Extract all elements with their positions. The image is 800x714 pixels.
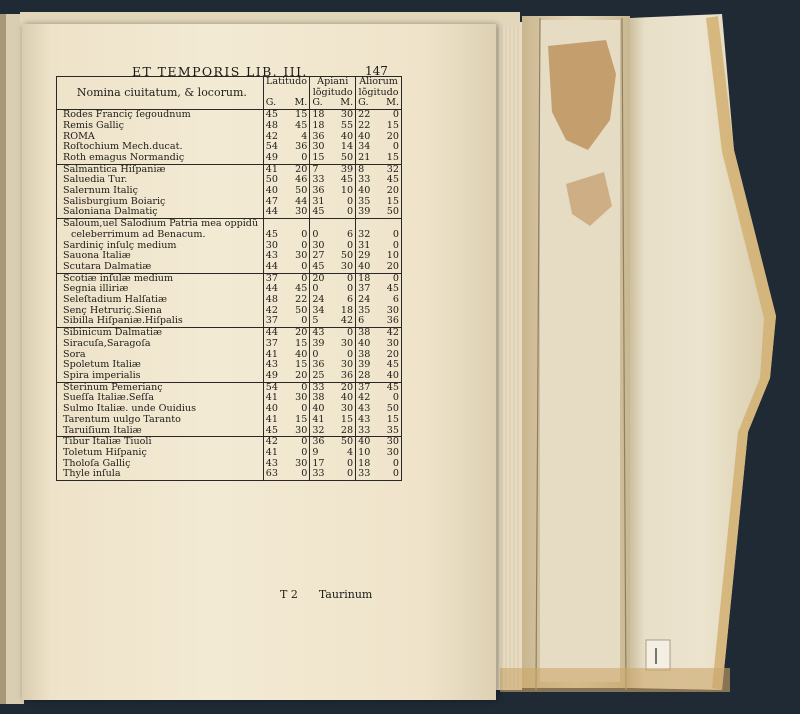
lat-deg: 41 <box>265 446 278 458</box>
place-name: Sterinum Pemerianç <box>57 382 264 393</box>
place-name: Rodes Franciç ſegoudnum <box>57 110 264 121</box>
lat-min: 30 <box>286 393 309 404</box>
apiani-deg: 33 <box>310 382 333 393</box>
aliorum-min: 30 <box>378 339 401 350</box>
aliorum-deg: 22 <box>358 109 371 121</box>
aliorum-min: 15 <box>378 121 401 132</box>
aliorum-deg: 39 <box>358 359 371 371</box>
lat-deg: 54 <box>263 382 286 393</box>
place-name: Salmantica Hiſpaniæ <box>57 164 264 175</box>
apiani-deg: 24 <box>312 294 325 306</box>
lat-deg: 41 <box>265 413 278 425</box>
apiani-min: 4 <box>333 448 356 459</box>
aliorum-min: 0 <box>378 241 401 252</box>
apiani-min: 50 <box>333 153 356 164</box>
aliorum-min: 30 <box>378 306 401 317</box>
table-row <box>57 448 402 459</box>
aliorum-min: 36 <box>378 316 401 327</box>
lat-min: 0 <box>286 448 309 459</box>
place-name: Senç Hetruriç.Siena <box>57 306 264 317</box>
place-name: Saloniana Dalmatiç <box>57 207 264 218</box>
apiani-deg: 34 <box>312 304 325 316</box>
place-name: Spira imperialis <box>57 371 264 382</box>
apiani-deg: 0 <box>312 348 319 360</box>
place-name: Sardiniç inſulç medium <box>57 241 264 252</box>
place-name: ROMA <box>57 132 264 143</box>
lat-min: 20 <box>286 328 309 339</box>
aliorum-min: 15 <box>378 197 401 208</box>
lat-min: 0 <box>286 241 309 252</box>
lat-deg: 45 <box>265 109 278 121</box>
lat-deg: 37 <box>265 337 278 349</box>
aliorum-deg: 37 <box>356 382 379 393</box>
lat-deg: 54 <box>265 141 278 153</box>
apiani-min: 0 <box>333 241 356 252</box>
signature-mark: T 2 <box>280 588 298 601</box>
aliorum-min: 45 <box>378 284 401 295</box>
apiani-min: 6 <box>333 295 356 306</box>
bottom-edge <box>500 668 730 692</box>
aliorum-deg: 38 <box>358 348 371 360</box>
apiani-min: 0 <box>333 197 356 208</box>
aliorum-deg: 33 <box>358 424 371 436</box>
lat-min: 50 <box>286 186 309 197</box>
place-name: Sibinicum Dalmatiæ <box>57 328 264 339</box>
header-g: G. <box>263 98 286 109</box>
page-footer <box>280 588 372 601</box>
apiani-deg: 7 <box>310 164 333 175</box>
header-aliorum-a: Aliorum <box>359 76 398 87</box>
lat-min: 30 <box>286 426 309 437</box>
lat-deg: 45 <box>265 228 278 240</box>
table-row <box>57 371 402 382</box>
table-row <box>57 121 402 132</box>
place-name: Siracuſa,Saragoſa <box>57 339 264 350</box>
lat-deg: 44 <box>263 328 286 339</box>
place-name: Saloum,uel Salodium Patria mea oppidũ <box>57 219 264 230</box>
lat-min: 45 <box>286 121 309 132</box>
place-name: Scotiæ inſulæ medium <box>57 273 264 284</box>
aliorum-deg: 22 <box>358 119 371 131</box>
aliorum-min: 15 <box>378 415 401 426</box>
lat-deg: 30 <box>265 239 278 251</box>
apiani-min: 40 <box>333 393 356 404</box>
lat-deg: 44 <box>265 260 278 272</box>
lat-min: 20 <box>286 164 309 175</box>
lat-min: 0 <box>286 153 309 164</box>
aliorum-deg: 6 <box>358 315 365 327</box>
apiani-min: 55 <box>333 121 356 132</box>
table-row <box>57 153 402 164</box>
lat-min: 30 <box>286 207 309 218</box>
header-m: M. <box>286 98 309 109</box>
table-row <box>57 469 402 480</box>
place-name: Sauona Italiæ <box>57 251 264 262</box>
lat-deg: 41 <box>265 348 278 360</box>
table-row <box>57 339 402 350</box>
aliorum-deg: 29 <box>358 250 371 262</box>
lat-min: 15 <box>286 360 309 371</box>
aliorum-min: 20 <box>378 132 401 143</box>
lat-min: 15 <box>286 110 309 121</box>
aliorum-min: 45 <box>378 382 401 393</box>
aliorum-deg: 37 <box>358 283 371 295</box>
lat-deg: 49 <box>265 151 278 163</box>
header-aliorum-b: lõgitudo <box>358 86 399 98</box>
lat-min: 46 <box>286 175 309 186</box>
aliorum-min: 0 <box>378 393 401 404</box>
lat-min: 50 <box>286 306 309 317</box>
apiani-deg: 43 <box>310 328 333 339</box>
apiani-deg: 9 <box>312 446 319 458</box>
place-name: Saluedia Tur. <box>57 175 264 186</box>
apiani-deg: 30 <box>312 141 325 153</box>
apiani-deg: 0 <box>312 283 319 295</box>
apiani-min: 40 <box>333 132 356 143</box>
aliorum-deg: 40 <box>356 437 379 448</box>
apiani-deg: 33 <box>312 174 325 186</box>
lat-min: 15 <box>286 339 309 350</box>
aliorum-min: 45 <box>378 360 401 371</box>
aliorum-min: 30 <box>378 437 401 448</box>
apiani-min: 10 <box>333 186 356 197</box>
table-row <box>57 207 402 218</box>
header-m: M. <box>333 98 356 109</box>
lat-deg: 45 <box>265 424 278 436</box>
aliorum-deg: 33 <box>356 469 379 480</box>
lat-min: 0 <box>286 262 309 273</box>
apiani-deg: 39 <box>312 337 325 349</box>
lat-min: 20 <box>286 371 309 382</box>
place-name: Taruiſium Italiæ <box>57 426 264 437</box>
aliorum-min: 15 <box>378 153 401 164</box>
apiani-deg: 32 <box>312 424 325 436</box>
aliorum-min: 42 <box>378 328 401 339</box>
apiani-min: 18 <box>333 306 356 317</box>
apiani-deg: 27 <box>312 250 325 262</box>
apiani-deg: 36 <box>312 185 325 197</box>
apiani-deg: 41 <box>312 413 325 425</box>
aliorum-deg: 39 <box>358 206 371 218</box>
apiani-min: 39 <box>333 164 356 175</box>
shelf-label <box>646 640 670 670</box>
catchword: Taurinum <box>318 588 373 601</box>
aliorum-min: 50 <box>378 207 401 218</box>
aliorum-deg: 10 <box>358 446 371 458</box>
aliorum-deg: 40 <box>358 260 371 272</box>
place-name: Tarentum uulgo Taranto <box>57 415 264 426</box>
apiani-min: 30 <box>333 110 356 121</box>
header-names: Nomina ciuitatum, & locorum. <box>57 77 264 110</box>
aliorum-min: 0 <box>378 230 401 241</box>
aliorum-deg: 43 <box>358 413 371 425</box>
lat-min: 30 <box>286 251 309 262</box>
lat-min: 40 <box>286 350 309 361</box>
table-row <box>57 230 402 241</box>
aliorum-deg: 21 <box>358 151 371 163</box>
apiani-deg: 45 <box>312 206 325 218</box>
lat-deg: 41 <box>265 392 278 404</box>
apiani-min: 0 <box>333 350 356 361</box>
apiani-min: 20 <box>333 382 356 393</box>
cover-flap <box>630 14 776 690</box>
apiani-deg: 36 <box>312 359 325 371</box>
apiani-deg: 0 <box>312 228 319 240</box>
aliorum-min: 0 <box>378 142 401 153</box>
lat-deg: 42 <box>265 130 278 142</box>
header-latitude: Latitudo <box>263 77 310 99</box>
aliorum-min: 30 <box>378 448 401 459</box>
place-name: Spoletum Italiæ <box>57 360 264 371</box>
header-g: G. <box>310 98 333 109</box>
aliorum-deg: 33 <box>358 174 371 186</box>
apiani-deg: 17 <box>312 457 325 469</box>
header-apiani <box>310 77 356 99</box>
place-name: Scutara Dalmatiæ <box>57 262 264 273</box>
lat-deg: 37 <box>263 273 286 284</box>
apiani-min: 0 <box>333 328 356 339</box>
place-name: Roth emagus Normandiç <box>57 153 264 164</box>
place-name: Roſtochium Mech.ducat. <box>57 142 264 153</box>
aliorum-min: 0 <box>378 110 401 121</box>
apiani-deg: 18 <box>312 119 325 131</box>
page-number: 147 <box>365 64 388 78</box>
lat-min: 0 <box>286 382 309 393</box>
aliorum-min: 20 <box>378 262 401 273</box>
place-name: Segnia illiriæ <box>57 284 264 295</box>
apiani-deg: 31 <box>312 195 325 207</box>
aliorum-deg: 18 <box>358 457 371 469</box>
aliorum-deg: 43 <box>358 403 371 415</box>
aliorum-deg: 28 <box>358 369 371 381</box>
lat-min: 30 <box>286 459 309 470</box>
aliorum-deg: 38 <box>356 328 379 339</box>
lat-min: 15 <box>286 415 309 426</box>
table-row <box>57 262 402 273</box>
place-name: Toletum Hiſpaniç <box>57 448 264 459</box>
header-apiani-b: lõgitudo <box>312 86 353 98</box>
apiani-min: 0 <box>333 207 356 218</box>
apiani-min: 45 <box>333 175 356 186</box>
lat-deg: 49 <box>265 369 278 381</box>
table-row <box>57 426 402 437</box>
apiani-deg: 5 <box>312 315 319 327</box>
lat-deg: 44 <box>265 283 278 295</box>
aliorum-min: 40 <box>378 371 401 382</box>
aliorum-min: 6 <box>378 295 401 306</box>
aliorum-deg: 40 <box>358 130 371 142</box>
aliorum-min: 0 <box>378 459 401 470</box>
place-name: Remis Galliç <box>57 121 264 132</box>
aliorum-deg: 18 <box>356 273 379 284</box>
lat-deg: 40 <box>265 403 278 415</box>
apiani-deg: 38 <box>312 392 325 404</box>
aliorum-min: 20 <box>378 186 401 197</box>
lat-deg: 63 <box>263 469 286 480</box>
apiani-min: 36 <box>333 371 356 382</box>
table-row <box>57 316 402 327</box>
place-name: Sulmo Italiæ. unde Ouidius <box>57 404 264 415</box>
aliorum-deg: 8 <box>356 164 379 175</box>
apiani-deg: 25 <box>312 369 325 381</box>
aliorum-deg: 32 <box>358 228 371 240</box>
place-name: Seleſtadium Halſatiæ <box>57 295 264 306</box>
apiani-deg: 40 <box>312 403 325 415</box>
place-name: Tholoſa Galliç <box>57 459 264 470</box>
running-head: ET TEMPORIS LIB. III. <box>132 64 308 79</box>
apiani-min: 50 <box>333 251 356 262</box>
apiani-deg: 36 <box>310 437 333 448</box>
aliorum-min: 20 <box>378 350 401 361</box>
place-name: Sueſſa Italiæ.Seſſa <box>57 393 264 404</box>
apiani-deg: 33 <box>310 469 333 480</box>
apiani-deg: 36 <box>312 130 325 142</box>
apiani-min: 28 <box>333 426 356 437</box>
header-apiani-a: Apiani <box>317 76 349 87</box>
aliorum-deg: 40 <box>358 185 371 197</box>
lat-deg: 50 <box>265 174 278 186</box>
aliorum-deg: 35 <box>358 195 371 207</box>
aliorum-deg: 31 <box>358 239 371 251</box>
aliorum-deg: 34 <box>358 141 371 153</box>
apiani-min: 0 <box>333 459 356 470</box>
lat-min: 0 <box>286 437 309 448</box>
apiani-min: 0 <box>333 284 356 295</box>
aliorum-deg: 24 <box>358 294 371 306</box>
place-name: Salernum Italiç <box>57 186 264 197</box>
aliorum-min: 50 <box>378 404 401 415</box>
apiani-min: 42 <box>333 316 356 327</box>
apiani-deg: 20 <box>310 273 333 284</box>
lat-min: 0 <box>286 469 309 480</box>
header-aliorum <box>356 77 402 99</box>
lat-min: 0 <box>286 273 309 284</box>
lat-deg: 41 <box>263 164 286 175</box>
header-g: G. <box>356 98 379 109</box>
place-name: Sibilla Hiſpaniæ.Hiſpalis <box>57 316 264 327</box>
lat-deg: 42 <box>265 304 278 316</box>
aliorum-min: 35 <box>378 426 401 437</box>
place-name: celeberrimum ad Benacum. <box>57 230 264 241</box>
lat-min: 45 <box>286 284 309 295</box>
table-row <box>57 415 402 426</box>
apiani-deg: 30 <box>312 239 325 251</box>
lat-min: 44 <box>286 197 309 208</box>
aliorum-deg: 40 <box>358 337 371 349</box>
apiani-deg: 45 <box>312 260 325 272</box>
lat-deg: 48 <box>265 294 278 306</box>
apiani-min: 30 <box>333 262 356 273</box>
lat-deg: 47 <box>265 195 278 207</box>
table-header-row <box>57 77 402 99</box>
place-name: Sora <box>57 350 264 361</box>
apiani-min: 0 <box>333 469 356 480</box>
apiani-deg: 18 <box>312 109 325 121</box>
place-name: Tibur Italiæ Tiuoli <box>57 437 264 448</box>
apiani-min: 30 <box>333 339 356 350</box>
coordinates-table <box>56 76 402 481</box>
apiani-min: 14 <box>333 142 356 153</box>
lat-deg: 43 <box>265 250 278 262</box>
ledger-table <box>56 76 402 481</box>
aliorum-min: 32 <box>378 164 401 175</box>
place-name: Salisburgium Boiariç <box>57 197 264 208</box>
lat-deg: 42 <box>263 437 286 448</box>
lat-deg: 43 <box>265 359 278 371</box>
aliorum-deg: 35 <box>358 304 371 316</box>
lat-deg: 37 <box>265 315 278 327</box>
aliorum-min: 10 <box>378 251 401 262</box>
lat-min: 36 <box>286 142 309 153</box>
aliorum-min: 45 <box>378 175 401 186</box>
aliorum-min: 0 <box>378 469 401 480</box>
lat-deg: 43 <box>265 457 278 469</box>
apiani-min: 15 <box>333 415 356 426</box>
lat-min: 0 <box>286 404 309 415</box>
lat-min: 22 <box>286 295 309 306</box>
header-m: M. <box>378 98 401 109</box>
apiani-deg: 15 <box>312 151 325 163</box>
apiani-min: 50 <box>333 437 356 448</box>
lat-deg: 40 <box>265 185 278 197</box>
lat-min: 0 <box>286 316 309 327</box>
place-name: Thyle inſula <box>57 469 264 480</box>
apiani-min: 30 <box>333 404 356 415</box>
apiani-min: 6 <box>333 230 356 241</box>
lat-deg: 48 <box>265 119 278 131</box>
aliorum-deg: 42 <box>358 392 371 404</box>
lat-deg: 44 <box>265 206 278 218</box>
apiani-min: 30 <box>333 360 356 371</box>
left-leaf-shadow <box>0 14 6 704</box>
aliorum-min: 0 <box>378 273 401 284</box>
lat-min: 4 <box>286 132 309 143</box>
apiani-min: 0 <box>333 273 356 284</box>
lat-min: 0 <box>286 230 309 241</box>
